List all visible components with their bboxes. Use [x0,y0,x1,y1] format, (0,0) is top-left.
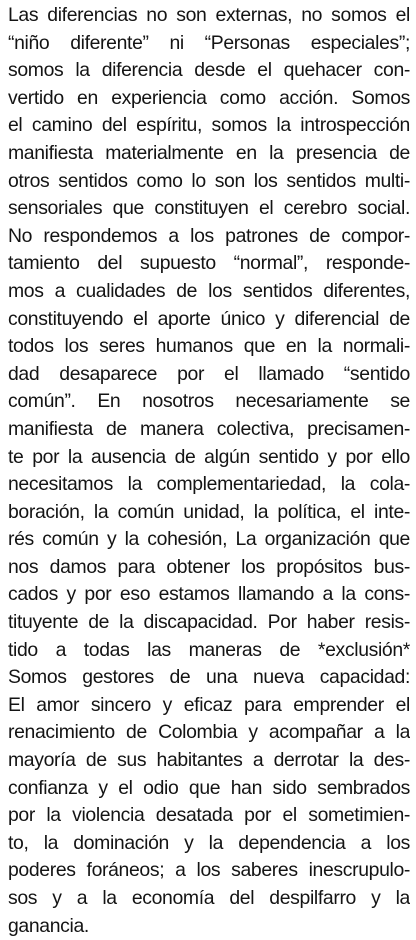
text-line: manifiesta materialmente en la presencia de [8,141,410,164]
text-line: todos los seres humanos que en la normali- [8,335,410,358]
text-line: el camino del espíritu, somos la introspección [8,114,410,137]
text-line: constituyendo el aporte único y diferencial de [8,307,410,330]
text-line: Somos gestores de una nueva capacidad: [8,666,410,689]
text-line: El amor sincero y eficaz para emprender el [8,693,410,716]
text-line: mos a cualidades de los sentidos diferentes, [8,279,410,302]
text-line: tituyente de la discapacidad. Por haber resis- [8,611,410,634]
text-line: to, la dominación y la dependencia a los [8,831,410,854]
text-line: dad desaparece por el llamado “sentido [8,362,410,385]
text-line: sensoriales que constituyen el cerebro social. [8,197,410,220]
text-line: cados y por eso estamos llamando a la cons- [8,583,410,606]
text-line: ganancia. [8,914,89,937]
text-line: nos damos para obtener los propósitos bus- [8,555,410,578]
text-line: boración, la común unidad, la política, el inte- [8,500,410,523]
text-line: sos y a la economía del despilfarro y la [8,887,410,909]
text-line: otros sentidos como lo son los sentidos multi- [8,169,410,192]
text-line: renacimiento de Colombia y acompañar a la [8,721,410,744]
text-line: manifiesta de manera colectiva, precisamen- [8,417,410,440]
text-line: poderes foráneos; a los saberes inescrupulo- [8,859,410,882]
text-line: por la violencia desatada por el sometimien- [8,804,410,827]
text-line: somos la diferencia desde el quehacer con- [8,59,410,82]
text-line: rés común y la cohesión, La organización que [8,528,410,551]
text-line: necesitamos la complementariedad, la cola- [8,473,410,496]
text-line: vertido en experiencia como acción. Somos [8,86,410,109]
text-line: mayoría de sus habitantes a derrotar la des- [8,749,410,772]
text-line: No respondemos a los patrones de compor- [8,224,410,247]
text-line: tamiento del supuesto “normal”, responde- [8,252,410,275]
text-line: común”. En nosotros necesariamente se [8,390,410,413]
text-line: tido a todas las maneras de *exclusión* [8,638,410,661]
text-line: confianza y el odio que han sido sembrados [8,776,410,799]
text-line: “niño diferente” ni “Personas especiales”; [8,31,410,54]
text-line: te por la ausencia de algún sentido y por ello [8,445,410,468]
text-line: Las diferencias no son externas, no somos el [8,4,410,26]
